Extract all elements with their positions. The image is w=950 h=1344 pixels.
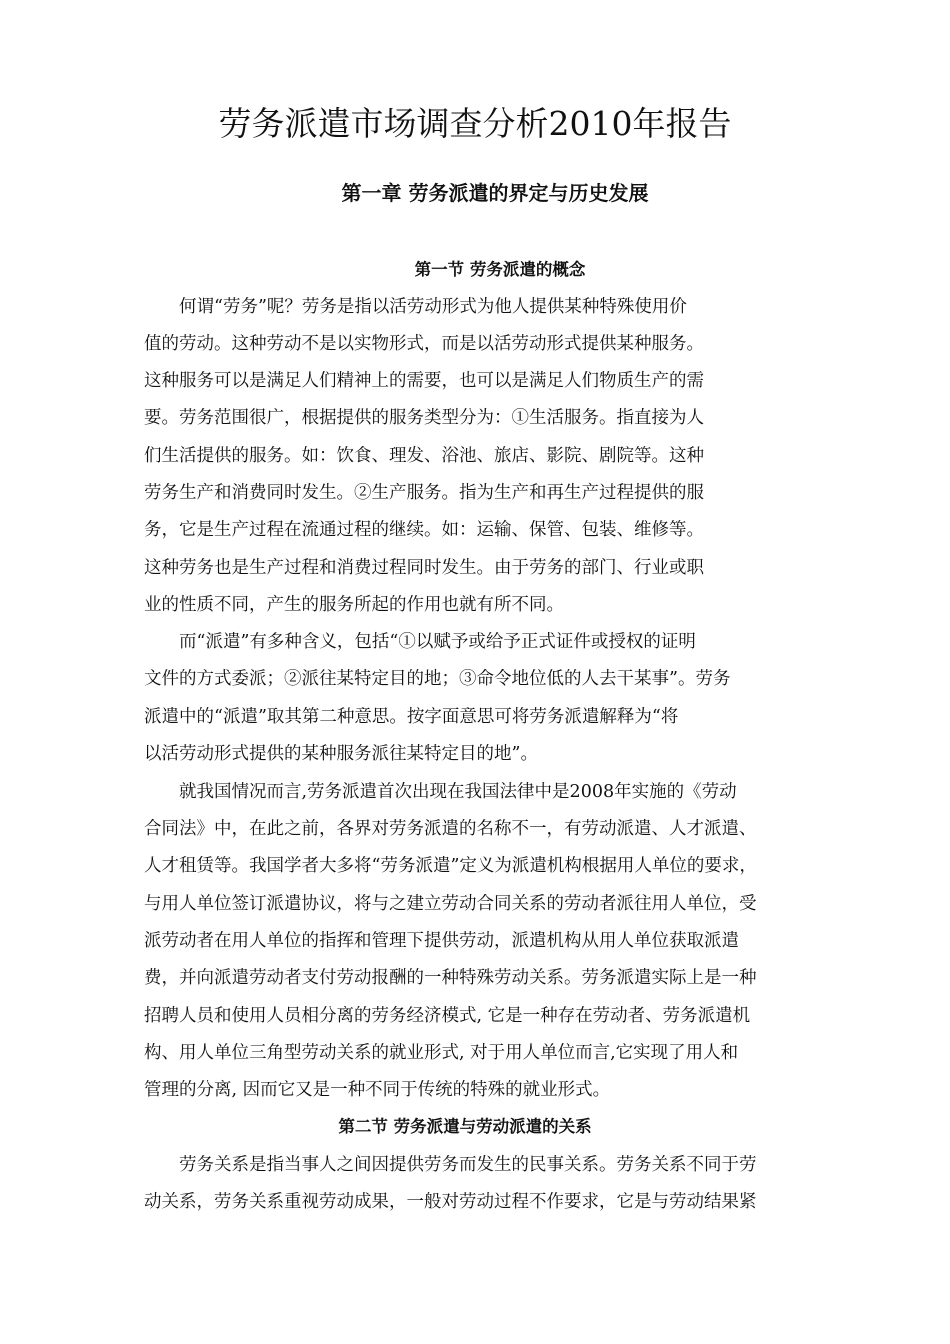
paragraph-line: 文件的方式委派；②派往某特定目的地；③命令地位低的人去干某事”。劳务 <box>144 669 731 689</box>
paragraph-line: 派劳动者在用人单位的指挥和管理下提供劳动，派遣机构从用人单位获取派遣 <box>144 931 739 951</box>
paragraph-line: 以活劳动形式提供的某种服务派往某特定目的地”。 <box>144 744 538 764</box>
paragraph-line: 派遣中的“派遣”取其第二种意思。按字面意思可将劳务派遣解释为“将 <box>144 707 679 727</box>
paragraph-line: 招聘人员和使用人员相分离的劳务经济模式, 它是一种存在劳动者、劳务派遣机 <box>144 1006 751 1026</box>
paragraph-line: 要。劳务范围很广，根据提供的服务类型分为：①生活服务。指直接为人 <box>144 408 704 428</box>
paragraph-line: 就我国情况而言,劳务派遣首次出现在我国法律中是2008年实施的《劳动 <box>144 782 737 802</box>
paragraph-line: 值的劳动。这种劳动不是以实物形式，而是以活劳动形式提供某种服务。 <box>144 334 704 354</box>
paragraph-line: 合同法》中，在此之前，各界对劳务派遣的名称不一，有劳动派遣、人才派遣、 <box>144 819 757 839</box>
paragraph-line: 管理的分离, 因而它又是一种不同于传统的特殊的就业形式。 <box>144 1080 611 1100</box>
paragraph-line: 而“派遣”有多种含义，包括“①以赋予或给予正式证件或授权的证明 <box>144 632 696 652</box>
paragraph-line: 与用人单位签订派遣协议，将与之建立劳动合同关系的劳动者派往用人单位，受 <box>144 894 757 914</box>
paragraph-line: 动关系，劳务关系重视劳动成果，一般对劳动过程不作要求，它是与劳动结果紧 <box>144 1192 757 1212</box>
chapter-heading: 第一章 劳务派遣的界定与历史发展 <box>341 181 649 205</box>
paragraph-line: 何谓“劳务”呢？劳务是指以活劳动形式为他人提供某种特殊使用价 <box>144 297 687 317</box>
document-title: 劳务派遣市场调查分析2010年报告 <box>218 104 732 143</box>
paragraph-line: 人才租赁等。我国学者大多将“劳务派遣”定义为派遣机构根据用人单位的要求， <box>144 856 757 876</box>
paragraph-line: 劳务关系是指当事人之间因提供劳务而发生的民事关系。劳务关系不同于劳 <box>144 1155 757 1175</box>
paragraph-line: 这种服务可以是满足人们精神上的需要，也可以是满足人们物质生产的需 <box>144 371 704 391</box>
section-heading-2: 第二节 劳务派遣与劳动派遣的关系 <box>338 1117 592 1136</box>
paragraph-line: 这种劳务也是生产过程和消费过程同时发生。由于劳务的部门、行业或职 <box>144 558 704 578</box>
paragraph-line: 劳务生产和消费同时发生。②生产服务。指为生产和再生产过程提供的服 <box>144 483 704 503</box>
section-heading-1: 第一节 劳务派遣的概念 <box>414 260 586 279</box>
paragraph-line: 务，它是生产过程在流通过程的继续。如：运输、保管、包装、维修等。 <box>144 520 704 540</box>
paragraph-line: 业的性质不同，产生的服务所起的作用也就有所不同。 <box>144 595 564 615</box>
paragraph-line: 构、用人单位三角型劳动关系的就业形式, 对于用人单位而言,它实现了用人和 <box>144 1043 739 1063</box>
paragraph-line: 们生活提供的服务。如：饮食、理发、浴池、旅店、影院、剧院等。这种 <box>144 446 704 466</box>
paragraph-line: 费，并向派遣劳动者支付劳动报酬的一种特殊劳动关系。劳务派遣实际上是一种 <box>144 968 757 988</box>
